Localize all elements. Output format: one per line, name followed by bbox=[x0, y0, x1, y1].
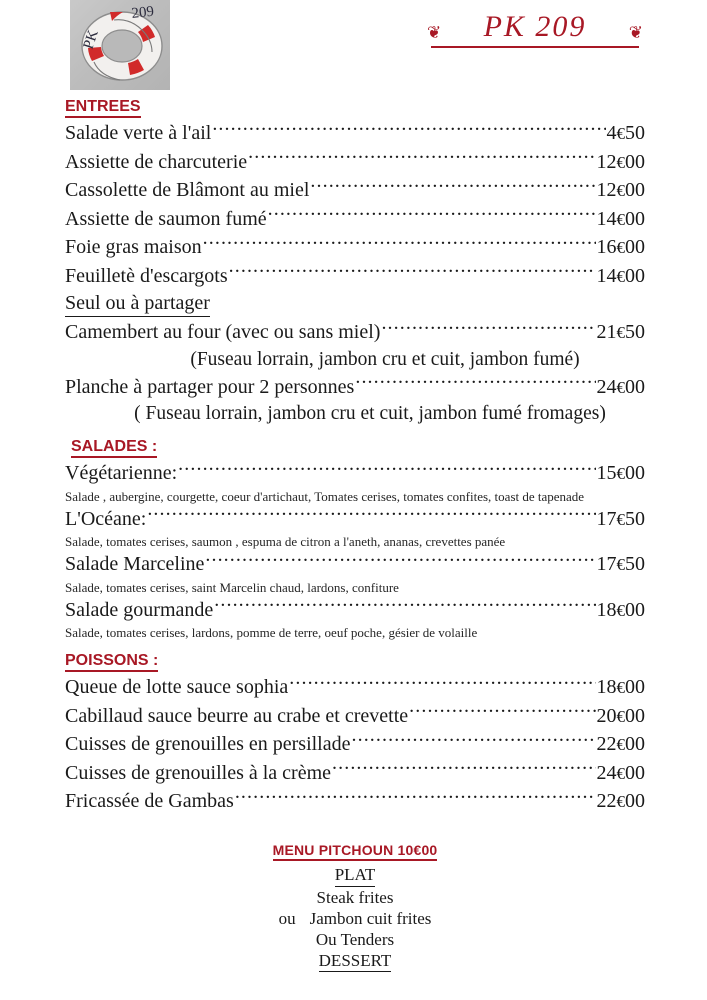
menu-item-row bbox=[65, 759, 645, 788]
menu-item-description: Salade, tomates cerises, saumon , espuma de citron a l'aneth, ananas, crevettes panée bbox=[65, 534, 506, 549]
brand-wordmark bbox=[425, 10, 645, 60]
leader-dots bbox=[212, 119, 605, 139]
euro-symbol: € bbox=[616, 377, 625, 397]
menu-item-price: 12€00 bbox=[596, 150, 645, 173]
section-heading-entrees-wrap bbox=[65, 96, 645, 119]
menu-item-row bbox=[65, 176, 645, 205]
menu-item-row bbox=[65, 702, 645, 731]
menu-item-description: Salade , aubergine, courgette, coeur d'artichaut, Tomates cerises, tomates confites, toast de tapenade bbox=[65, 488, 585, 504]
menu-item-price: 15€00 bbox=[596, 462, 645, 484]
menu-item-note: (Fuseau lorrain, jambon cru et cuit, jambon fumé) bbox=[190, 348, 580, 370]
menu-item-name: Camembert au four (avec ou sans miel) bbox=[65, 321, 381, 343]
menu-item-price: 22€00 bbox=[596, 733, 645, 755]
menu-item-row bbox=[65, 205, 645, 234]
euro-symbol: € bbox=[616, 706, 625, 726]
menu-item-name: Assiette de charcuterie bbox=[65, 150, 248, 173]
menu-item-price: 14€00 bbox=[596, 264, 645, 287]
spacer bbox=[65, 641, 645, 650]
menu-item-name: Feuilletè d'escargots bbox=[65, 264, 228, 287]
euro-symbol: € bbox=[616, 238, 625, 257]
menu-item-price: 12€00 bbox=[596, 179, 645, 201]
leader-dots bbox=[381, 318, 595, 338]
menu-item-description: Salade, tomates cerises, saint Marcelin chaud, lardons, confiture bbox=[65, 579, 399, 595]
leader-dots bbox=[310, 176, 595, 196]
pitchoun-plat-label: PLAT bbox=[335, 864, 376, 887]
menu-sheet bbox=[0, 96, 707, 972]
leader-dots bbox=[352, 730, 596, 750]
euro-symbol: € bbox=[616, 600, 625, 620]
menu-item-row bbox=[65, 730, 645, 759]
menu-item-price: 14€00 bbox=[596, 207, 645, 230]
euro-symbol: € bbox=[616, 678, 625, 697]
euro-symbol: € bbox=[616, 124, 625, 143]
menu-item-row bbox=[65, 596, 645, 625]
leader-dots bbox=[229, 262, 596, 282]
euro-symbol: € bbox=[616, 266, 625, 286]
pitchoun-plat-wrap bbox=[65, 861, 645, 887]
leader-dots bbox=[235, 787, 596, 807]
pitchoun-or-word: ou bbox=[278, 908, 296, 928]
menu-item-row bbox=[65, 119, 645, 148]
spacer bbox=[65, 427, 645, 436]
pitchoun-title-wrap bbox=[65, 842, 645, 861]
menu-item-row bbox=[65, 550, 645, 579]
section-heading-poissons: POISSONS : bbox=[65, 651, 158, 672]
euro-symbol: € bbox=[616, 323, 625, 342]
fleur-ornament-left-icon: ❦ bbox=[427, 23, 442, 42]
menu-item-name: Salade verte à l'ail bbox=[65, 122, 212, 144]
menu-item-name: Cuisses de grenouilles en persillade bbox=[65, 733, 351, 755]
menu-item-price: 17€50 bbox=[596, 553, 645, 575]
pitchoun-choice-2-row bbox=[65, 908, 645, 929]
menu-item-row bbox=[65, 318, 645, 347]
menu-item-name: Cassolette de Blâmont au miel bbox=[65, 179, 310, 201]
menu-item-price: 21€50 bbox=[596, 321, 645, 343]
euro-symbol: € bbox=[616, 209, 625, 229]
menu-item-price: 18€00 bbox=[596, 676, 645, 698]
leader-dots bbox=[289, 673, 595, 693]
leader-dots bbox=[203, 233, 596, 253]
leader-dots bbox=[147, 505, 595, 525]
subsection-heading-wrap bbox=[65, 290, 645, 318]
menu-item-row bbox=[65, 505, 645, 534]
menu-item-name: L'Océane: bbox=[65, 507, 147, 530]
menu-item-name: Planche à partager pour 2 personnes bbox=[65, 375, 355, 398]
subsection-heading-seul-ou-a-partager: Seul ou à partager bbox=[65, 290, 210, 317]
menu-item-name: Fricassée de Gambas bbox=[65, 790, 234, 812]
pitchoun-title: MENU PITCHOUN 10€00 bbox=[273, 842, 438, 861]
menu-item-description: Salade, tomates cerises, lardons, pomme de terre, oeuf poche, gésier de volaille bbox=[65, 625, 478, 640]
section-heading-poissons-wrap bbox=[65, 650, 645, 673]
menu-item-row bbox=[65, 233, 645, 262]
menu-item-row bbox=[65, 373, 645, 402]
leader-dots bbox=[355, 373, 595, 393]
menu-item-price: 17€50 bbox=[596, 507, 645, 530]
brand-underline-rule bbox=[431, 46, 639, 48]
menu-item-row bbox=[65, 673, 645, 702]
fleur-ornament-right-icon: ❦ bbox=[628, 23, 643, 42]
menu-item-price: 22€00 bbox=[596, 790, 645, 812]
lifebuoy-icon bbox=[70, 0, 170, 90]
pitchoun-choice-1: Steak frites bbox=[316, 887, 394, 907]
menu-pitchoun-block bbox=[65, 842, 645, 972]
menu-item-price: 16€00 bbox=[596, 236, 645, 258]
section-heading-salades: SALADES : bbox=[71, 437, 157, 458]
euro-symbol: € bbox=[616, 464, 625, 483]
leader-dots bbox=[248, 148, 595, 168]
leader-dots bbox=[205, 550, 595, 570]
euro-symbol: € bbox=[616, 763, 625, 783]
euro-symbol: € bbox=[616, 555, 625, 574]
menu-item-name: Cabillaud sauce beurre au crabe et crevette bbox=[65, 704, 409, 727]
menu-item-row bbox=[65, 459, 645, 488]
euro-symbol: € bbox=[616, 152, 625, 172]
menu-item-price: 18€00 bbox=[596, 598, 645, 621]
menu-item-row bbox=[65, 148, 645, 177]
leader-dots bbox=[332, 759, 595, 779]
menu-item-price: 4€50 bbox=[606, 122, 645, 144]
menu-item-price: 24€00 bbox=[596, 761, 645, 784]
leader-dots bbox=[268, 205, 596, 225]
menu-item-name: Végétarienne: bbox=[65, 462, 178, 484]
menu-item-name: Salade Marceline bbox=[65, 553, 205, 575]
euro-symbol: € bbox=[616, 181, 625, 200]
menu-item-row bbox=[65, 262, 645, 291]
menu-item-name: Queue de lotte sauce sophia bbox=[65, 676, 289, 698]
logo-number-text: 209 bbox=[130, 3, 155, 22]
pk209-lifebuoy-logo bbox=[70, 0, 170, 90]
menu-column bbox=[65, 96, 645, 972]
section-heading-salades-wrap bbox=[65, 436, 645, 459]
pitchoun-dessert-label: DESSERT bbox=[318, 950, 392, 970]
menu-item-row bbox=[65, 787, 645, 816]
euro-symbol: € bbox=[616, 735, 625, 754]
euro-symbol: € bbox=[616, 792, 625, 811]
leader-dots bbox=[409, 702, 595, 722]
menu-item-price: 20€00 bbox=[596, 704, 645, 727]
pitchoun-choice-2: Jambon cuit frites bbox=[309, 908, 432, 928]
pitchoun-dessert-wrap bbox=[65, 950, 645, 972]
menu-item-name: Assiette de saumon fumé bbox=[65, 207, 267, 230]
euro-symbol: € bbox=[616, 509, 625, 529]
menu-item-note: ( Fuseau lorrain, jambon cru et cuit, jambon fumé fromages) bbox=[134, 403, 606, 424]
page-header bbox=[0, 0, 707, 96]
menu-item-name: Cuisses de grenouilles à la crème bbox=[65, 761, 332, 784]
menu-item-name: Salade gourmande bbox=[65, 598, 214, 621]
leader-dots bbox=[214, 596, 595, 616]
pitchoun-choice-3: Ou Tenders bbox=[315, 929, 395, 949]
menu-item-price: 24€00 bbox=[596, 375, 645, 398]
brand-title: PK 209 bbox=[483, 10, 587, 43]
section-heading-entrees: ENTREES bbox=[65, 97, 141, 118]
menu-item-name: Foie gras maison bbox=[65, 236, 202, 258]
leader-dots bbox=[178, 459, 595, 479]
logo-pk-text: PK bbox=[80, 28, 102, 52]
